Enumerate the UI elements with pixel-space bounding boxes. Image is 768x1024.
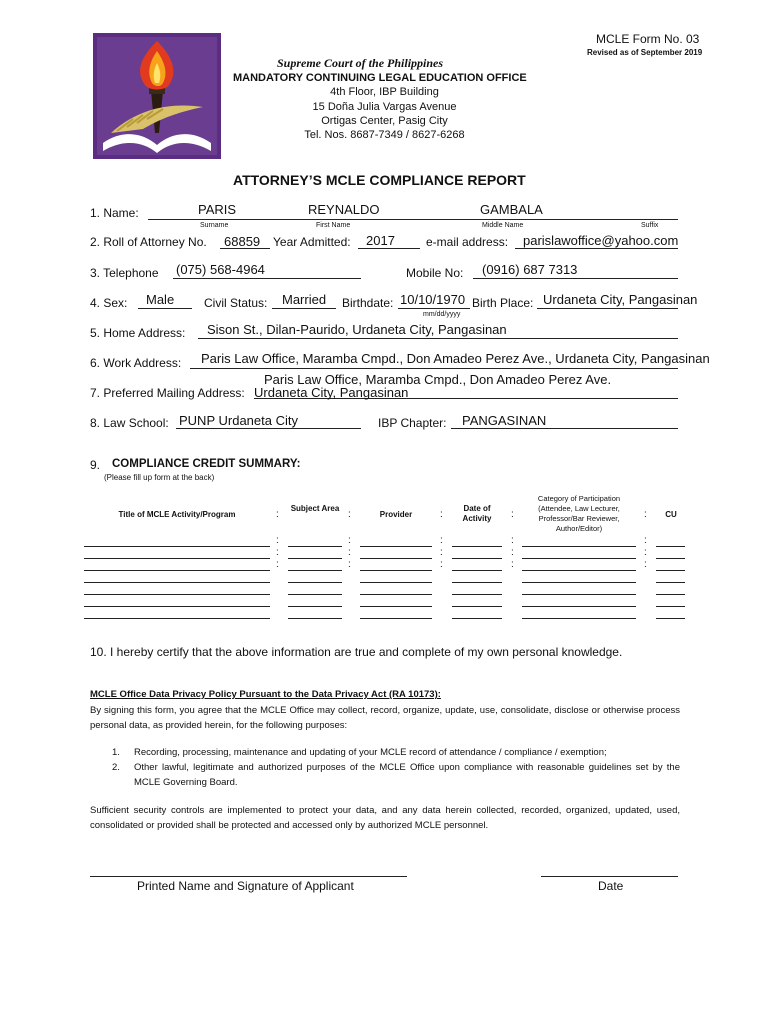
row-separator: :: [644, 559, 647, 570]
row-separator: :: [276, 535, 279, 546]
privacy-intro: By signing this form, you agree that the MCLE Office may collect, record, organize, update, use, consolidate, disclose or otherwise process personal data, as provided herein, for the following purposes:: [90, 705, 680, 731]
table-cell-line[interactable]: [84, 546, 270, 547]
table-cell-line[interactable]: [656, 546, 685, 547]
home-address-label: 5. Home Address:: [90, 326, 186, 340]
table-cell-line[interactable]: [360, 618, 432, 619]
signature-line[interactable]: [90, 876, 407, 877]
col-separator: :: [348, 509, 351, 520]
form-title: ATTORNEY’S MCLE COMPLIANCE REPORT: [233, 172, 526, 188]
birthdate-label: Birthdate:: [342, 296, 394, 310]
work-address-value[interactable]: Paris Law Office, Maramba Cmpd., Don Amadeo Perez Ave., Urdaneta City, Pangasinan: [201, 351, 710, 366]
court-name: Supreme Court of the Philippines: [277, 56, 444, 70]
mobile-value[interactable]: (0916) 687 7313: [482, 262, 578, 277]
col-separator: :: [511, 509, 514, 520]
row-separator: :: [348, 535, 351, 546]
summary-note: (Please fill up form at the back): [104, 473, 215, 482]
table-cell-line[interactable]: [656, 606, 685, 607]
col-cu-header: CU: [665, 510, 677, 519]
year-label: Year Admitted:: [273, 235, 351, 249]
table-cell-line[interactable]: [360, 582, 432, 583]
table-cell-line[interactable]: [452, 558, 502, 559]
col-provider-header: Provider: [379, 510, 413, 519]
table-cell-line[interactable]: [84, 570, 270, 571]
table-cell-line[interactable]: [522, 594, 636, 595]
civil-status-label: Civil Status:: [204, 296, 268, 310]
table-cell-line[interactable]: [452, 570, 502, 571]
col-subject-header: Subject Area: [290, 504, 340, 513]
table-cell-line[interactable]: [84, 594, 270, 595]
privacy-item-2: Other lawful, legitimate and authorized purposes of the MCLE Office upon compliance with reasonable guidelines set by the MCLE Governing Board.: [134, 762, 680, 788]
sex-value[interactable]: Male: [146, 292, 175, 307]
row-separator: :: [511, 535, 514, 546]
telephone-numbers: Tel. Nos. 8687-7349 / 8627-6268: [304, 129, 465, 141]
table-cell-line[interactable]: [84, 582, 270, 583]
table-cell-line[interactable]: [288, 594, 342, 595]
table-cell-line[interactable]: [360, 558, 432, 559]
privacy-security: Sufficient security controls are implemented to protect your data, and any data herein collected, recorded, organized, updated, used, consolidated or provided shall be protected and accessed only by authorized MCLE personnel.: [90, 805, 680, 831]
privacy-item-1: Recording, processing, maintenance and updating of your MCLE record of attendance / compliance / exemption;: [134, 747, 607, 758]
middle-name-caption: Middle Name: [482, 222, 524, 229]
table-cell-line[interactable]: [288, 582, 342, 583]
col-category-header: Category of Participation (Attendee, Law Lecturer, Professor/Bar Reviewer, Author/Editor): [537, 494, 621, 533]
torch-book-logo: [93, 33, 221, 159]
table-cell-line[interactable]: [288, 570, 342, 571]
suffix-caption: Suffix: [641, 222, 659, 229]
row-separator: :: [511, 559, 514, 570]
table-cell-line[interactable]: [656, 618, 685, 619]
row-separator: :: [440, 535, 443, 546]
table-cell-line[interactable]: [452, 582, 502, 583]
name-underline: [148, 219, 678, 220]
col-title-header: Title of MCLE Activity/Program: [118, 510, 236, 519]
table-cell-line[interactable]: [522, 582, 636, 583]
table-cell-line[interactable]: [656, 570, 685, 571]
col-separator: :: [644, 509, 647, 520]
privacy-item-1-number: 1.: [112, 747, 120, 758]
surname-caption: Surname: [200, 222, 229, 229]
mailing-address-label: 7. Preferred Mailing Address:: [90, 386, 245, 400]
table-cell-line[interactable]: [656, 594, 685, 595]
table-cell-line[interactable]: [360, 594, 432, 595]
table-cell-line[interactable]: [522, 546, 636, 547]
year-underline: [358, 248, 420, 249]
table-cell-line[interactable]: [84, 618, 270, 619]
birthdate-value[interactable]: 10/10/1970: [400, 292, 466, 307]
middle-name-value[interactable]: GAMBALA: [480, 202, 543, 217]
privacy-item-2-number: 2.: [112, 762, 120, 773]
telephone-underline: [173, 278, 361, 279]
table-cell-line[interactable]: [452, 546, 502, 547]
sex-label: 4. Sex:: [90, 296, 128, 310]
work-address-label: 6. Work Address:: [90, 356, 182, 370]
law-school-label: 8. Law School:: [90, 416, 169, 430]
table-cell-line[interactable]: [288, 606, 342, 607]
table-cell-line[interactable]: [288, 546, 342, 547]
birthplace-label: Birth Place:: [472, 296, 534, 310]
address-line-1: 4th Floor, IBP Building: [330, 86, 439, 98]
table-cell-line[interactable]: [452, 606, 502, 607]
roll-value[interactable]: 68859: [224, 234, 261, 249]
row-separator: :: [440, 547, 443, 558]
certification-statement: 10. I hereby certify that the above information are true and complete of my own personal knowledge.: [90, 645, 623, 659]
telephone-value[interactable]: (075) 568-4964: [176, 262, 265, 277]
year-value[interactable]: 2017: [366, 233, 395, 248]
home-address-underline: [198, 338, 678, 339]
table-cell-line[interactable]: [656, 558, 685, 559]
row-separator: :: [276, 547, 279, 558]
table-cell-line[interactable]: [522, 618, 636, 619]
table-cell-line[interactable]: [452, 594, 502, 595]
row-separator: :: [348, 559, 351, 570]
telephone-label: 3. Telephone: [90, 266, 159, 280]
address-line-3: Ortigas Center, Pasig City: [321, 115, 448, 127]
summary-number: 9.: [90, 458, 101, 472]
table-cell-line[interactable]: [84, 558, 270, 559]
surname-value[interactable]: PARIS: [198, 202, 237, 217]
row-separator: :: [644, 535, 647, 546]
summary-heading: COMPLIANCE CREDIT SUMMARY:: [112, 458, 301, 470]
name-label: 1. Name:: [90, 206, 139, 220]
mobile-underline: [473, 278, 678, 279]
sex-underline: [138, 308, 192, 309]
work-address-underline: [190, 368, 678, 369]
ibp-chapter-underline: [451, 428, 678, 429]
first-name-caption: First Name: [316, 222, 351, 229]
date-line[interactable]: [541, 876, 678, 877]
office-name: MANDATORY CONTINUING LEGAL EDUCATION OFFICE: [233, 72, 527, 84]
table-cell-line[interactable]: [452, 618, 502, 619]
table-cell-line[interactable]: [522, 558, 636, 559]
birthdate-format: mm/dd/yyyy: [423, 311, 461, 318]
table-cell-line[interactable]: [656, 582, 685, 583]
table-cell-line[interactable]: [360, 570, 432, 571]
table-cell-line[interactable]: [84, 606, 270, 607]
table-cell-line[interactable]: [288, 618, 342, 619]
email-value[interactable]: parislawoffice@yahoo.com: [523, 233, 679, 248]
privacy-heading: MCLE Office Data Privacy Policy Pursuant to the Data Privacy Act (RA 10173):: [90, 689, 441, 700]
home-address-value[interactable]: Sison St., Dilan-Paurido, Urdaneta City, Pangasinan: [207, 322, 507, 337]
col-separator: :: [276, 509, 279, 520]
civil-status-value[interactable]: Married: [282, 292, 327, 307]
row-separator: :: [348, 547, 351, 558]
row-separator: :: [440, 559, 443, 570]
address-line-2: 15 Doña Julia Vargas Avenue: [312, 101, 457, 113]
birthplace-underline: [537, 308, 678, 309]
table-cell-line[interactable]: [522, 570, 636, 571]
row-separator: :: [644, 547, 647, 558]
table-cell-line[interactable]: [288, 558, 342, 559]
row-separator: :: [511, 547, 514, 558]
date-caption: Date: [598, 879, 624, 893]
law-school-underline: [176, 428, 361, 429]
row-separator: :: [276, 559, 279, 570]
mailing-address-line-2[interactable]: Urdaneta City, Pangasinan: [254, 385, 409, 400]
table-cell-line[interactable]: [360, 546, 432, 547]
col-separator: :: [440, 509, 443, 520]
ibp-chapter-label: IBP Chapter:: [378, 416, 447, 430]
ibp-chapter-value[interactable]: PANGASINAN: [462, 413, 547, 428]
email-underline: [515, 248, 678, 249]
mailing-address-line-1[interactable]: Paris Law Office, Maramba Cmpd., Don Amadeo Perez Ave.: [264, 372, 612, 387]
law-school-value[interactable]: PUNP Urdaneta City: [179, 413, 298, 428]
table-cell-line[interactable]: [522, 606, 636, 607]
birthdate-underline: [398, 308, 470, 309]
revision-date: Revised as of September 2019: [587, 48, 703, 57]
first-name-value[interactable]: REYNALDO: [308, 202, 380, 217]
birthplace-value[interactable]: Urdaneta City, Pangasinan: [543, 292, 698, 307]
civil-status-underline: [272, 308, 336, 309]
col-date-header: Date of Activity: [462, 504, 492, 523]
signature-caption: Printed Name and Signature of Applicant: [137, 879, 354, 893]
email-label: e-mail address:: [426, 235, 509, 249]
roll-label: 2. Roll of Attorney No.: [90, 235, 207, 249]
mobile-label: Mobile No:: [406, 266, 464, 280]
table-cell-line[interactable]: [360, 606, 432, 607]
form-number: MCLE Form No. 03: [596, 32, 700, 46]
